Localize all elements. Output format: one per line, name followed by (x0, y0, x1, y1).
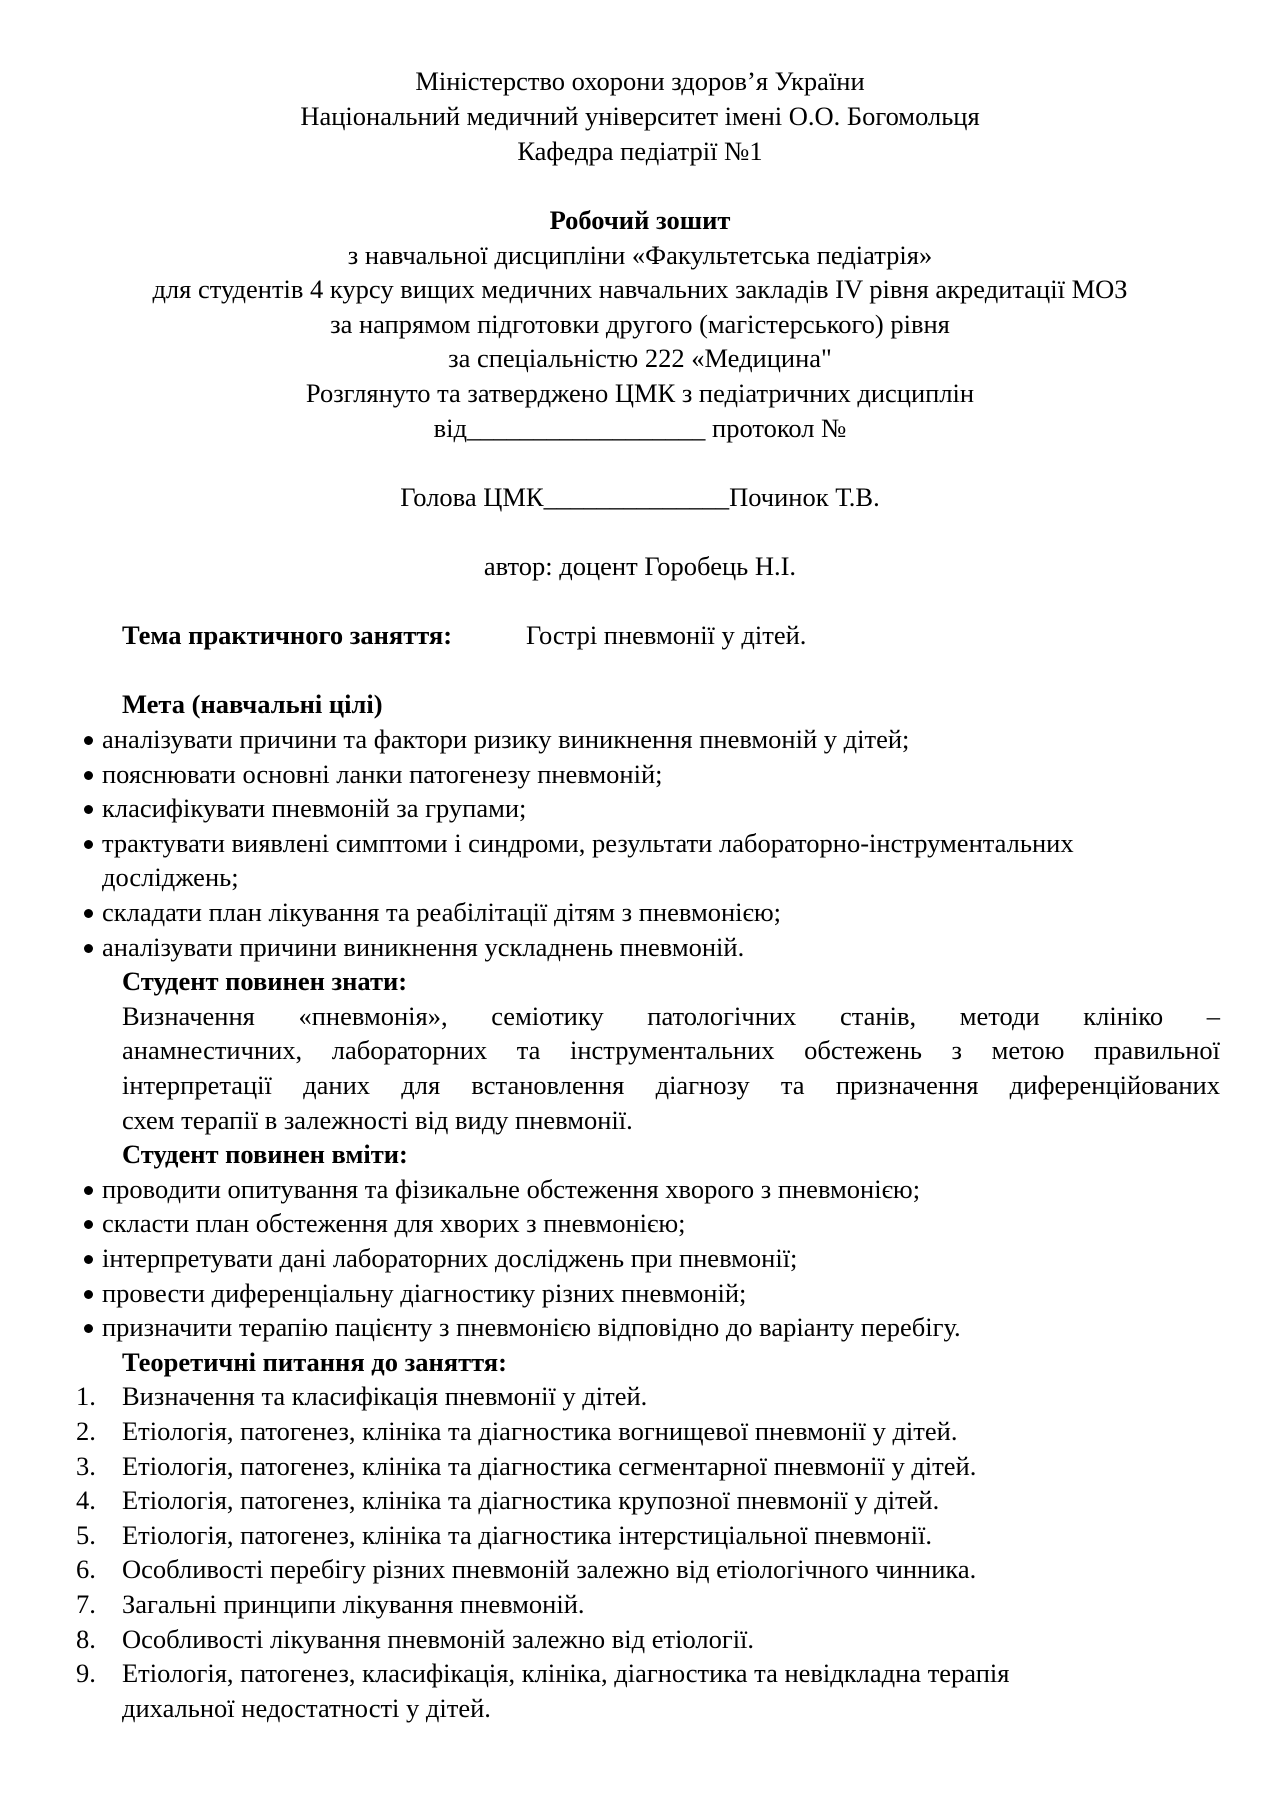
approval-line: Розглянуто та затверджено ЦМК з педіатричних дисциплін (305, 378, 975, 408)
question-text: Особливості лікування пневмоній залежно від етіології. (122, 1624, 755, 1654)
bullet-icon (84, 736, 93, 745)
question-number: 9. (76, 1658, 96, 1688)
question-text: Етіологія, патогенез, класифікація, клініка, діагностика та невідкладна терапія (122, 1658, 1010, 1688)
question-text: Етіологія, патогенез, клініка та діагностика крупозної пневмонії у дітей. (122, 1485, 940, 1515)
know-paragraph-line: інтерпретації даних для встановлення діагнозу та призначення диференційованих (122, 1070, 1220, 1100)
audience-line: для студентів 4 курсу вищих медичних навчальних закладів IV рівня акредитації МОЗ (152, 274, 1128, 304)
skills-heading: Студент повинен вміти: (122, 1139, 408, 1169)
topic-value: Гострі пневмонії у дітей. (526, 620, 807, 650)
know-paragraph-line: анамнестичних, лабораторних та інструментальних обстежень з метою правильної (122, 1035, 1220, 1065)
question-number: 8. (76, 1624, 96, 1654)
know-paragraph-line: Визначення «пневмонія», семіотику патологічних станів, методи клініко – (122, 1001, 1220, 1031)
know-heading: Студент повинен знати: (122, 966, 408, 996)
bullet-icon (84, 1255, 93, 1264)
question-number: 3. (76, 1451, 96, 1481)
bullet-icon (84, 1220, 93, 1229)
question-number: 4. (76, 1485, 96, 1515)
document-page: Міністерство охорони здоров’я України Національний медичний університет імені О.О. Богомольця Кафедра педіатрії №1 Робочий зошит з навчальної дисципліни «Факультетська педіатрія» для студентів 4 курсу вищих медичних навчальних закладів IV рівня акредитації МОЗ за напрямом підготовки другого (магістерського) рівня за спеціальністю 222 «Медицина" Розглянуто та затверджено ЦМК з педіатричних дисциплін від__________________ протокол № Голова ЦМК______________Починок Т.В. автор: доцент Горобець Н.І. Тема практичного заняття: Гострі пневмонії у дітей. Мета (навчальні цілі) аналізувати причини та фактори ризику виникнення пневмоній у дітей; пояснювати основні ланки патогенезу пневмоній; класифікувати пневмоній за групами; трактувати виявлені симптоми і синдроми, результати лабораторно-інструментальних досліджень; складати план лікування та реабілітації дітям з пневмонією; аналізувати причини виникнення ускладнень пневмоній. Студент повинен знати: Визначення «пневмонія», семіотику патологічних станів, методи клініко – анамнестичних, лабораторних та інструментальних обстежень з метою правильної інтерпретації даних для встановлення діагнозу та призначення диференційованих схем терапії в залежності від виду пневмонії. Студент повинен вміти: проводити опитування та фізикальне обстеження хворого з пневмонією; скласти план обстеження для хворих з пневмонією; інтерпретувати дані лабораторних досліджень при пневмонії; провести диференціальну діагностику різних пневмоній; призначити терапію пацієнту з пневмонією відповідно до варіанту перебігу. Теоретичні питання до заняття: 1. Визначення та класифікація пневмонії у дітей. 2. Етіологія, патогенез, клініка та діагностика вогнищевої пневмонії у дітей. 3. Етіологія, патогенез, клініка та діагностика сегментарної пневмонії у дітей. 4. Етіологія, патогенез, клініка та діагностика крупозної пневмонії у дітей. 5. Етіологія, патогенез, клініка та діагностика інтерстиціальної пневмонії. 6. Особливості перебігу різних пневмоній залежно від етіологічного чинника. 7. Загальні принципи лікування пневмоній. 8. Особливості лікування пневмоній залежно від етіології. 9. Етіологія, патогенез, класифікація, клініка, діагностика та невідкладна терапія дихальної недостатності у дітей. (0, 0, 1280, 1811)
question-text: дихальної недостатності у дітей. (122, 1693, 491, 1723)
discipline-line: з навчальної дисципліни «Факультетська педіатрія» (347, 240, 933, 270)
document-title: Робочий зошит (549, 205, 731, 235)
bullet-icon (84, 1324, 93, 1333)
question-text: Етіологія, патогенез, клініка та діагностика інтерстиціальної пневмонії. (122, 1520, 932, 1550)
university-line: Національний медичний університет імені О.О. Богомольця (300, 101, 980, 131)
question-text: Визначення та класифікація пневмонії у дітей. (122, 1381, 648, 1411)
bullet-icon (84, 771, 93, 780)
question-text: Етіологія, патогенез, клініка та діагностика сегментарної пневмонії у дітей. (122, 1451, 977, 1481)
bullet-icon (84, 944, 93, 953)
question-text: Загальні принципи лікування пневмоній. (122, 1589, 585, 1619)
topic-label: Тема практичного заняття: (122, 620, 453, 650)
know-paragraph-line: схем терапії в залежності від виду пневмонії. (122, 1105, 633, 1135)
bullet-icon (84, 840, 93, 849)
goals-heading: Мета (навчальні цілі) (122, 689, 383, 719)
department-line: Кафедра педіатрії №1 (517, 136, 763, 166)
protocol-line: від__________________ протокол № (433, 413, 847, 443)
question-number: 5. (76, 1520, 96, 1550)
question-text: Етіологія, патогенез, клініка та діагностика вогнищевої пневмонії у дітей. (122, 1416, 958, 1446)
question-number: 6. (76, 1554, 96, 1584)
ministry-line: Міністерство охорони здоров’я України (415, 66, 865, 96)
bullet-icon (84, 1186, 93, 1195)
bullet-icon (84, 1290, 93, 1299)
level-line: за напрямом підготовки другого (магістерського) рівня (330, 309, 950, 339)
question-number: 2. (76, 1416, 96, 1446)
head-signature-line: Голова ЦМК______________Починок Т.В. (400, 482, 880, 512)
question-text: Особливості перебігу різних пневмоній залежно від етіологічного чинника. (122, 1554, 977, 1584)
question-number: 1. (76, 1381, 96, 1411)
specialty-line: за спеціальністю 222 «Медицина" (448, 343, 832, 373)
bullet-icon (84, 805, 93, 814)
question-number: 7. (76, 1589, 96, 1619)
bullet-icon (84, 909, 93, 918)
author-line: автор: доцент Горобець Н.І. (483, 551, 797, 581)
questions-heading: Теоретичні питання до заняття: (122, 1347, 507, 1377)
